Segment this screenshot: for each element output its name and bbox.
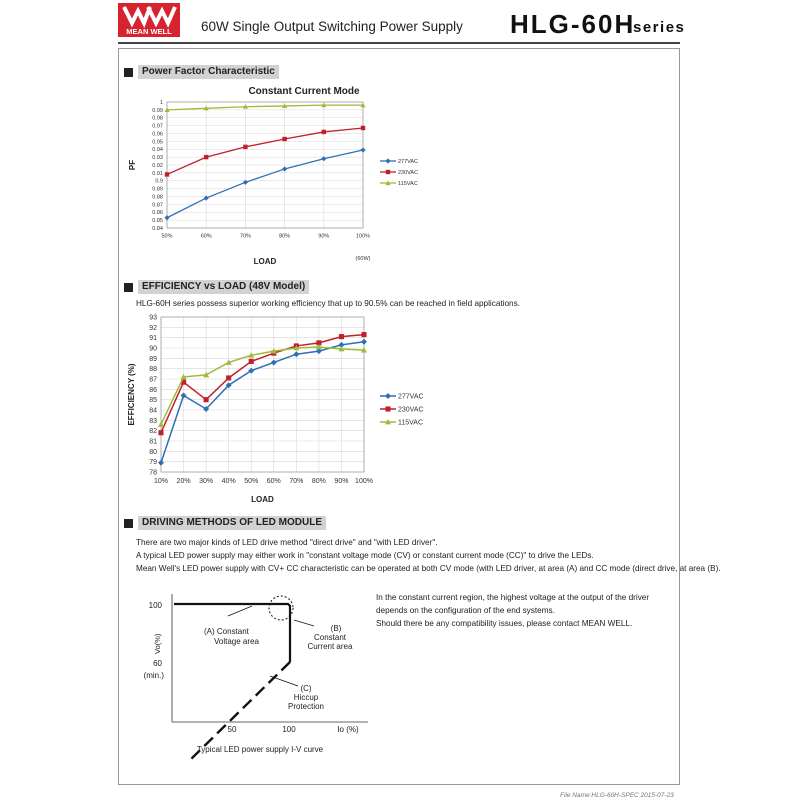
section-title: EFFICIENCY vs LOAD (48V Model) [138,280,309,294]
y-tick-label: 0.94 [152,147,163,154]
data-point-230VAC [339,334,344,339]
arrow-b [294,620,314,626]
y-tick-label: 0.99 [152,107,163,114]
y-tick-label: 0.88 [152,194,163,201]
legend-label: 115VAC [398,180,418,187]
y-tick-label: 0.95 [152,139,163,146]
iv-x-50: 50 [227,725,237,734]
legend-marker [385,393,391,399]
bullet-square [124,519,133,528]
x-tick-label: 70% [239,233,251,240]
series-line-277VAC [167,150,363,218]
y-tick-label: 0.93 [152,155,163,162]
data-point-230VAC [204,155,208,159]
data-point-230VAC [158,430,163,435]
x-tick-label: 60% [200,233,212,240]
x-tick-label: 70% [289,478,304,485]
y-tick-label: 91 [149,335,157,343]
iv-y-axis-label: Vo(%) [153,633,162,654]
y-tick-label: 79 [149,459,157,467]
arrow-c [270,676,298,686]
side-note-3: Should there be any compatibility issues, please contact MEAN WELL. [376,619,633,628]
x-tick-label: 60% [266,478,281,485]
x-tick-label: 90% [334,478,349,485]
data-point-230VAC [243,145,247,149]
area-b-desc-2: Current area [307,642,353,651]
section-title: DRIVING METHODS OF LED MODULE [138,516,326,530]
area-a-label: (A) Constant [204,627,249,636]
y-axis-label: EFFICIENCY (%) [127,363,136,426]
section-title: Power Factor Characteristic [138,65,279,79]
data-point-277VAC [282,166,287,171]
legend-label: 230VAC [398,169,419,176]
data-point-230VAC [282,137,286,141]
data-point-277VAC [164,215,169,220]
data-point-230VAC [322,130,326,134]
data-point-277VAC [271,359,277,365]
series-line-277VAC [161,342,364,463]
x-tick-label: 10% [153,478,169,485]
area-b-desc-1: Constant [313,633,347,642]
drive-paragraph-1: There are two major kinds of LED drive method "direct drive" and "with LED driver". [136,538,438,547]
series-line-230VAC [167,128,363,174]
y-tick-label: 78 [149,469,157,477]
area-c-desc-2: Protection [287,702,325,711]
section-heading-drive [124,516,326,530]
x-tick-label: 100% [355,233,371,240]
model-name: HLG-60H [510,9,636,39]
mean-well-logo [118,3,180,37]
x-tick-label: 90% [318,233,330,240]
series-line-115VAC [167,105,363,110]
y-tick-label: 0.87 [152,202,163,209]
data-point-230VAC [165,172,169,176]
iv-y-100: 100 [148,601,162,610]
y-tick-label: 85 [149,397,157,405]
bullet-square [124,68,133,77]
legend-label: 230VAC [398,406,424,414]
drive-paragraph-2: A typical LED power supply may either work in "constant voltage mode (CV) or constant current mode (CC)" to drive the LEDs. [136,551,594,560]
pf-chart-title: Constant Current Mode [248,86,360,97]
y-tick-label: 89 [149,355,157,363]
x-tick-label: 80% [311,478,326,485]
y-tick-label: 93 [149,314,157,322]
footer-file-name: File Name:HLG-60H-SPEC 2015-07-23 [560,792,674,799]
side-note-1: In the constant current region, the highest voltage at the output of the driver [376,593,650,602]
plot-frame [161,317,364,472]
section-heading-eff [124,280,309,294]
y-tick-label: 0.84 [152,225,163,232]
efficiency-chart [118,310,458,510]
y-tick-label: 0.92 [152,162,163,169]
x-axis-label: LOAD [253,257,277,266]
series-label: series [633,19,686,36]
data-point-230VAC [361,332,366,337]
iv-y-min: (min.) [143,671,164,680]
efficiency-intro: HLG-60H series possess superior working efficiency that up to 90.5% can be reached in field applications. [136,299,520,308]
data-point-230VAC [226,375,231,380]
iv-caption: Typical LED power supply I-V curve [196,745,324,754]
x-tick-label: 100% [355,478,373,485]
area-c-desc-1: Hiccup [293,693,319,702]
legend-label: 115VAC [398,419,424,427]
area-b-label: (B) [330,624,342,633]
y-tick-label: 0.97 [152,123,163,130]
series-line-230VAC [161,335,364,433]
header-rule [118,42,680,44]
area-a-desc: Voltage area [214,637,259,646]
y-tick-label: 0.85 [152,218,163,225]
x-tick-label: 40% [221,478,236,485]
y-tick-label: 0.98 [152,115,163,122]
y-tick-label: 0.96 [152,131,163,138]
data-point-230VAC [204,397,209,402]
area-c-label: (C) [300,684,312,693]
legend-marker [385,158,390,163]
x-tick-label: 50% [244,478,259,485]
y-tick-label: 0.91 [152,170,163,177]
y-tick-label: 92 [149,324,157,332]
x-tick-label: 30% [199,478,214,485]
iv-y-60: 60 [153,659,162,668]
y-tick-label: 82 [149,428,157,436]
legend-marker [386,170,390,174]
legend-label: 277VAC [398,158,419,165]
y-tick-label: 1 [159,99,163,106]
bullet-square [124,283,133,292]
x-tick-label: 20% [176,478,191,485]
y-tick-label: 0.89 [152,186,163,193]
data-point-115VAC [158,421,164,426]
data-point-277VAC [293,351,299,357]
drive-paragraph-3: Mean Well's LED power supply with CV+ CC characteristic can be operated at both CV mode (with LED driver, at area (A) and CC mode (direct drive, at area (B). [136,564,721,573]
y-tick-label: 0.86 [152,210,163,217]
data-point-277VAC [360,147,365,152]
iv-x-axis-label: Io (%) [337,725,359,734]
arrow-a [228,606,252,616]
document-title: 60W Single Output Switching Power Supply [201,19,463,34]
side-note-2: depends on the configuration of the end systems. [376,606,555,615]
y-tick-label: 81 [149,438,157,446]
data-point-277VAC [158,460,164,466]
y-axis-label: PF [128,159,137,171]
y-tick-label: 87 [149,376,157,384]
x-axis-label: LOAD [251,495,274,504]
data-point-277VAC [361,339,367,345]
pf-chart [118,82,458,272]
y-tick-label: 86 [149,386,157,394]
y-tick-label: 90 [149,345,157,353]
y-tick-label: 84 [149,407,157,415]
y-tick-label: 80 [149,448,157,456]
iv-x-100: 100 [282,725,296,734]
section-heading-pf [124,65,279,79]
pf-footnote: (60W) [355,256,371,262]
legend-label: 277VAC [398,393,424,401]
iv-curve-diagram [118,586,378,762]
data-point-230VAC [249,359,254,364]
y-tick-label: 0.9 [155,178,163,185]
legend-marker [385,406,390,411]
y-tick-label: 83 [149,417,157,425]
data-point-230VAC [361,126,365,130]
x-tick-label: 80% [279,233,291,240]
x-tick-label: 50% [161,233,173,240]
logo-text: MEAN WELL [126,27,172,36]
y-tick-label: 88 [149,366,157,374]
